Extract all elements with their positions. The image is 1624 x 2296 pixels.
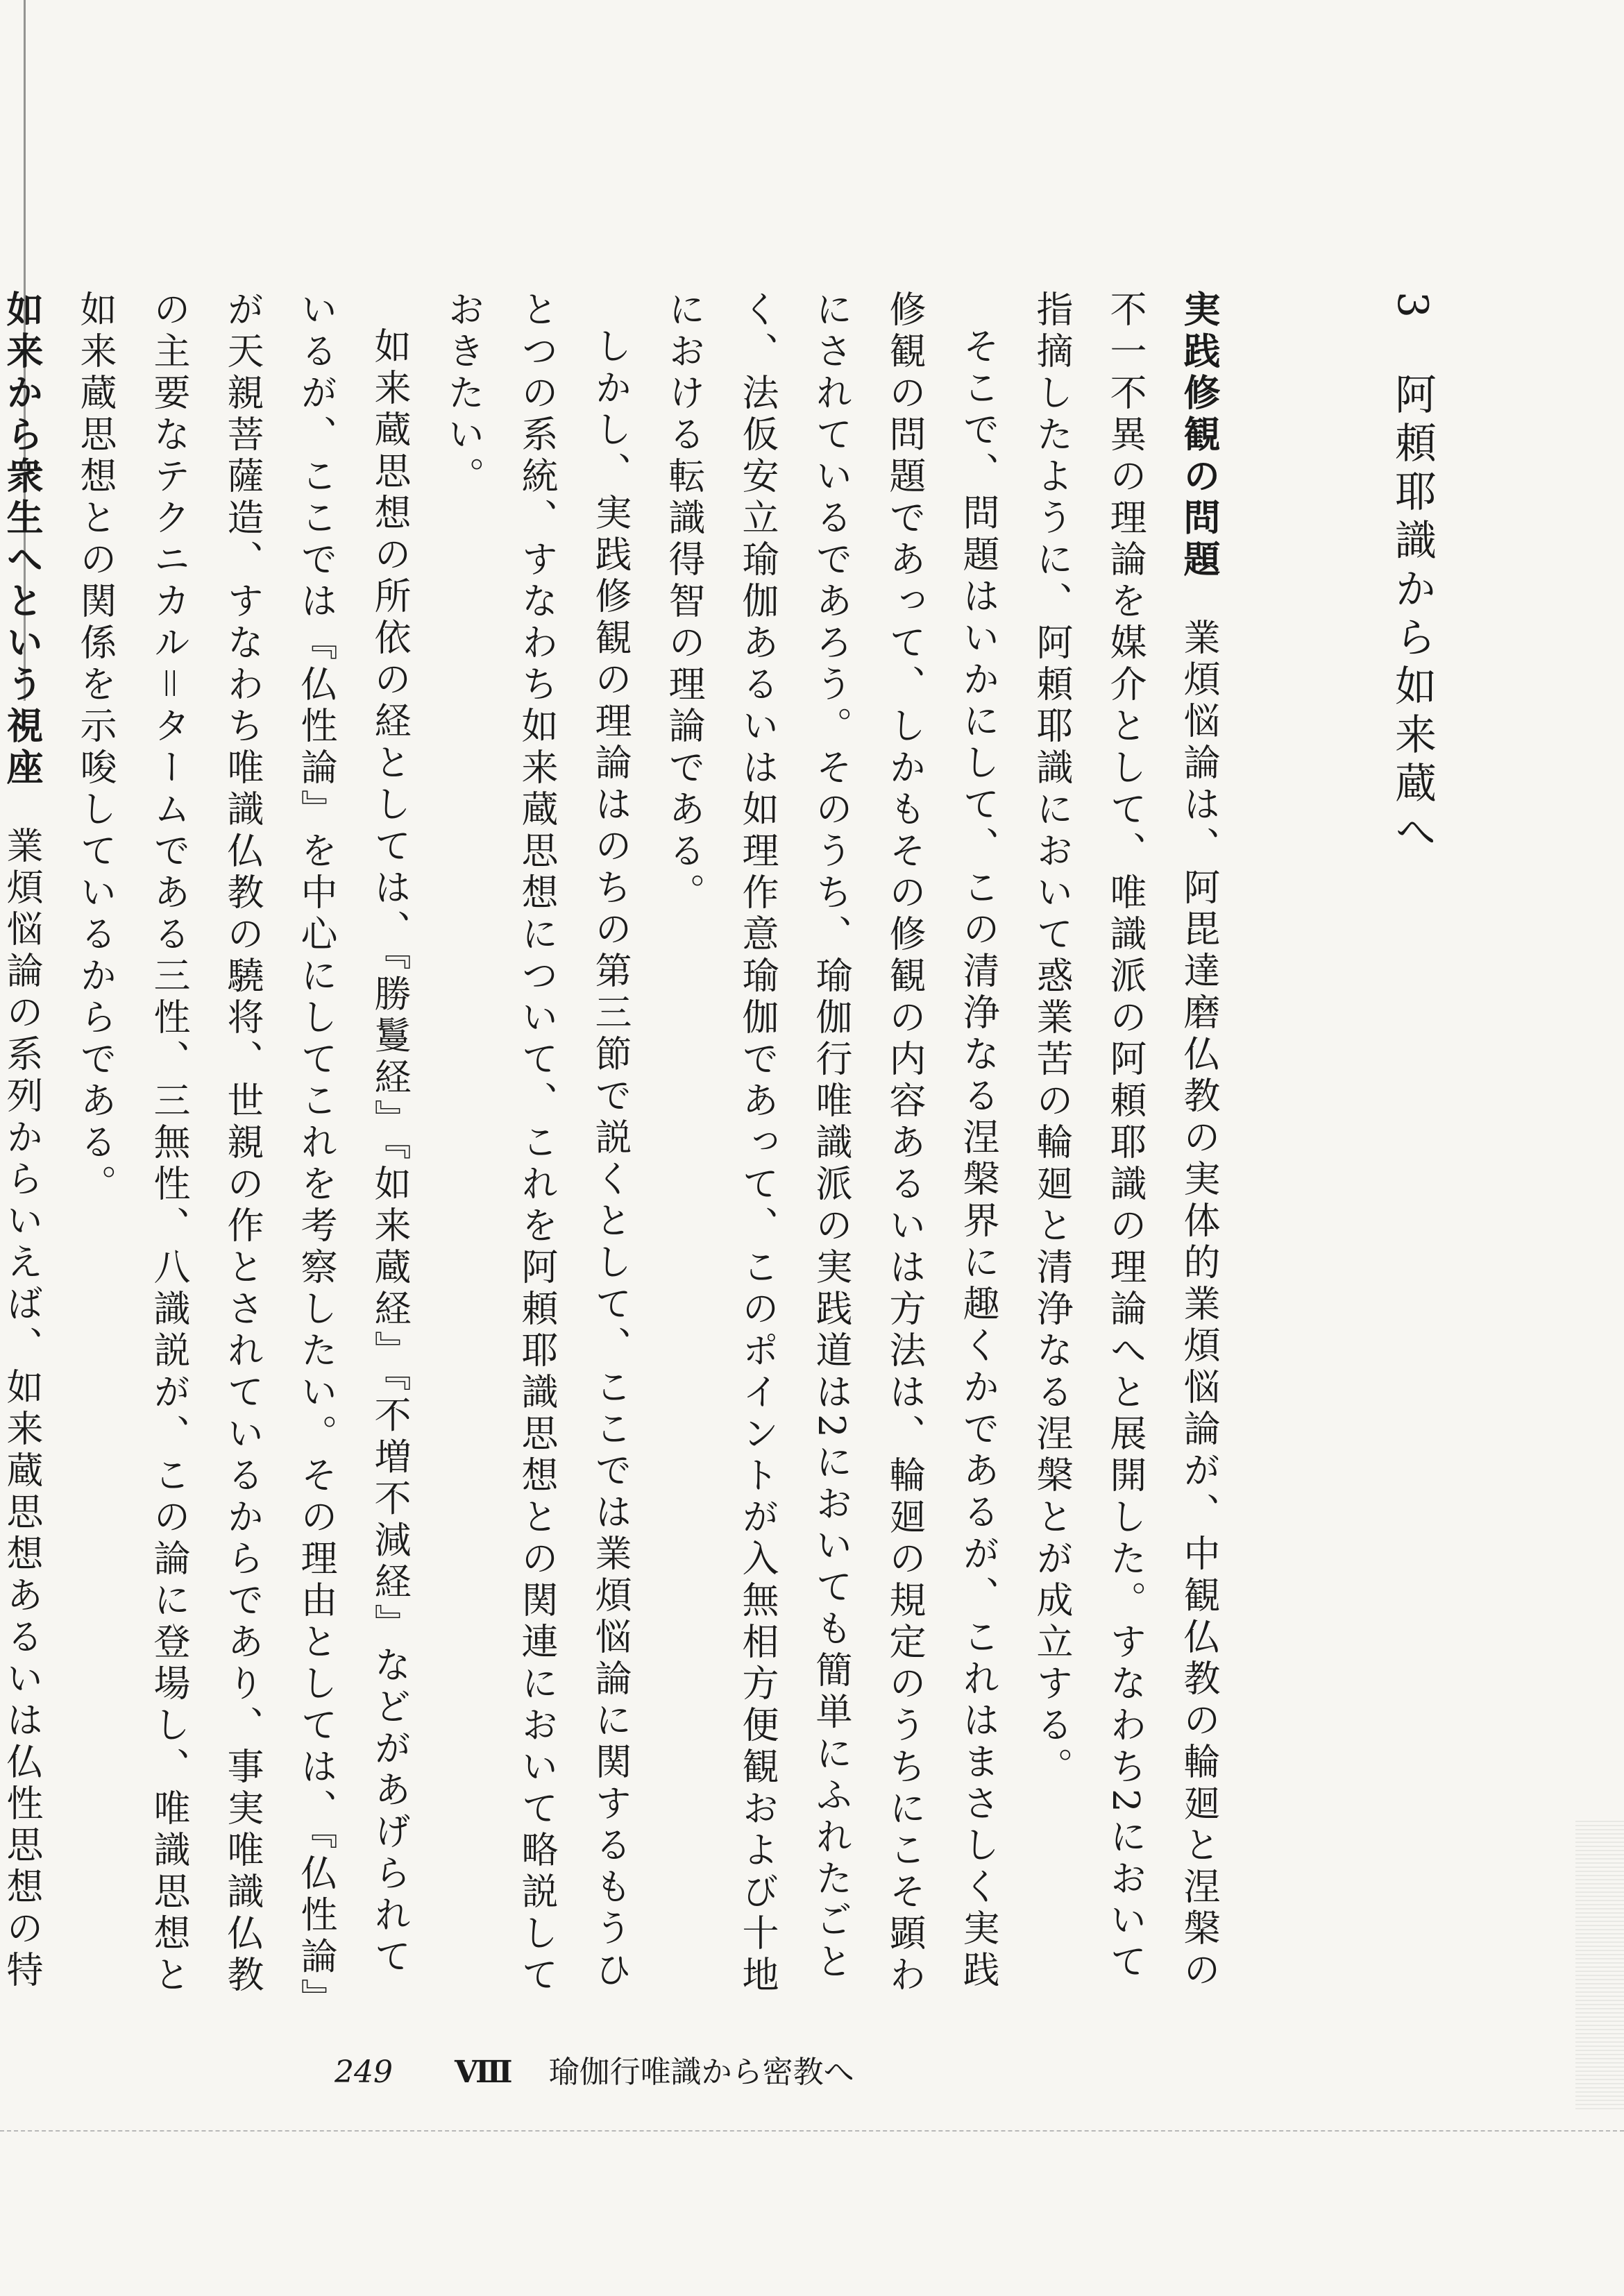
paragraph-2 bbox=[647, 290, 1015, 2004]
paragraph-text: 業煩悩論の系列からいえば、如来蔵思想あるいは仏性思想の特 bbox=[1, 826, 43, 1992]
section-number: 3 bbox=[1388, 291, 1437, 325]
paragraph-heading: 如来から衆生へという視座 bbox=[1, 290, 43, 790]
paragraph-text: しかし、実践修観の理論はのちの第三節で説くとして、ここでは業煩悩論に関するもうひとつの系統、すなわち如来蔵思想について、これを阿頼耶識思想との関連において略説しておきたい。 bbox=[442, 290, 632, 1997]
body-text bbox=[0, 290, 1235, 2004]
chapter-title: 瑜伽行唯識から密教へ bbox=[548, 2055, 854, 2090]
paragraph-text: 如来蔵思想の所依の経としては、『勝鬘経』『如来蔵経』『不増不減経』などがあげられているが、ここでは『仏性論』を中心にしてこれを考察したい。その理由としては、『仏性論』が天親菩薩造、すなわち唯識仏教の驍将、世親の作とされているからであり、事実唯識仏教の主要なテクニカル＝タームである三性、三無性、八識説が、この論に登場し、唯識思想と如来蔵思想との関係を示唆しているからである。 bbox=[74, 290, 411, 2002]
page-number: 249 bbox=[335, 2055, 393, 2090]
section-title bbox=[1385, 291, 1440, 916]
paragraph-text: 業煩悩論は、阿毘達磨仏教の実体的業煩悩論が、中観仏教の輪廻と涅槃の不一不異の理論を媒介として、唯識派の阿頼耶識の理論へと展開した。すなわち2において指摘したように、阿頼耶識において惑業苦の輪廻と清浄なる涅槃とが成立する。 bbox=[1031, 290, 1220, 1992]
page-footer bbox=[335, 2047, 854, 2091]
paragraph-3 bbox=[426, 290, 647, 2004]
scan-divider-line bbox=[0, 2130, 1624, 2132]
scan-edge-texture bbox=[1575, 1818, 1624, 2109]
paragraph-4 bbox=[58, 290, 426, 2004]
paragraph-heading: 実践修観の問題 bbox=[1178, 290, 1220, 581]
chapter-number: Ⅷ bbox=[454, 2055, 513, 2090]
paragraph-5 bbox=[0, 290, 58, 2004]
paragraph-text: そこで、問題はいかにして、この清浄なる涅槃界に趣くかであるが、これはまさしく実践修観の問題であって、しかもその修観の内容あるいは方法は、輪廻の規定のうちにこそ顕わにされているであろう。そのうち、瑜伽行唯識派の実践道は2においても簡単にふれたごとく、法仮安立瑜伽あるいは如理作意瑜伽であって、このポイントが入無相方便観および十地における転識得智の理論である。 bbox=[663, 290, 999, 1997]
paragraph-1 bbox=[1015, 290, 1235, 2004]
section-title-text: 阿頼耶識から如来蔵へ bbox=[1388, 373, 1437, 859]
